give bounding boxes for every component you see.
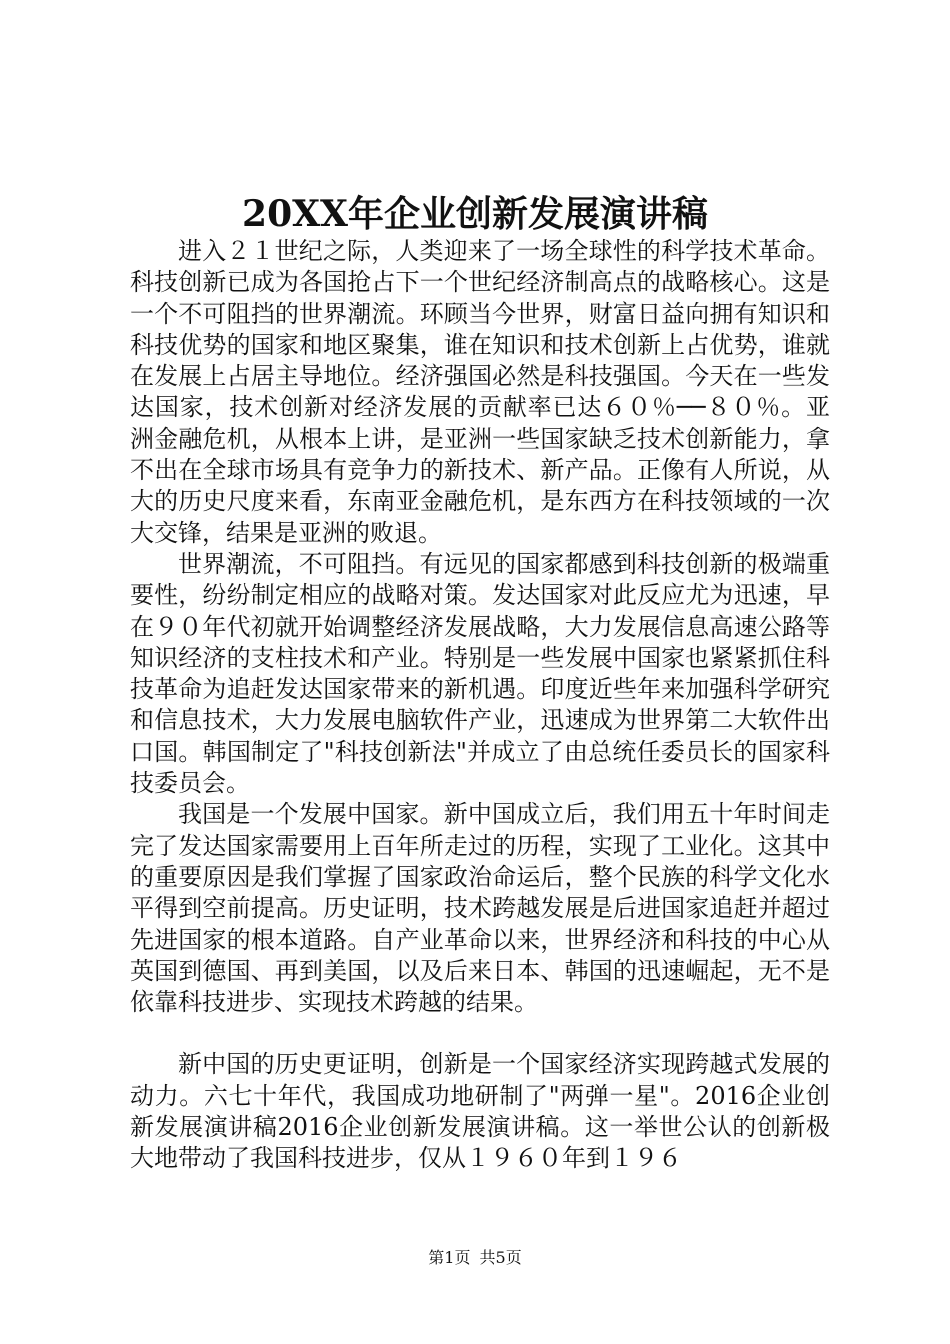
- document-title: 20XX年企业创新发展演讲稿: [242, 193, 708, 235]
- document-body: [130, 236, 830, 1175]
- paragraph-2: 世界潮流，不可阻挡。有远见的国家都感到科技创新的极端重要性，纷纷制定相应的战略对策。发达国家对此反应尤为迅速，早在９０年代初就开始调整经济发展战略，大力发展信息高速公路等知识经济的支柱技术和产业。特别是一些发展中国家也紧紧抓住科技革命为追赶发达国家带来的新机遇。印度近些年来加强科学研究和信息技术，大力发展电脑软件产业，迅速成为世界第二大软件出口国。韩国制定了"科技创新法"并成立了由总统任委员长的国家科技委员会。: [130, 549, 830, 798]
- page-number: 第1页: [428, 1248, 471, 1267]
- page-footer: [0, 1245, 950, 1268]
- paragraph-4: 新中国的历史更证明，创新是一个国家经济实现跨越式发展的动力。六七十年代，我国成功地研制了"两弹一星"。2016企业创新发展演讲稿2016企业创新发展演讲稿。这一举世公认的创新极大地带动了我国科技进步，仅从１９６０年到１９６: [130, 1050, 830, 1173]
- paragraph-3: 我国是一个发展中国家。新中国成立后，我们用五十年时间走完了发达国家需要用上百年所走过的历程，实现了工业化。这其中的重要原因是我们掌握了国家政治命运后，整个民族的科学文化水平得到空前提高。历史证明，技术跨越发展是后进国家追赶并超过先进国家的根本道路。自产业革命以来，世界经济和科技的中心从英国到德国、再到美国，以及后来日本、韩国的迅速崛起，无不是依靠科技进步、实现技术跨越的结果。: [130, 800, 830, 1017]
- page-total: 共5页: [479, 1248, 522, 1267]
- paragraph-1: 进入２１世纪之际，人类迎来了一场全球性的科学技术革命。科技创新已成为各国抢占下一个世纪经济制高点的战略核心。这是一个不可阻挡的世界潮流。环顾当今世界，财富日益向拥有知识和科技优势的国家和地区聚集，谁在知识和技术创新上占优势，谁就在发展上占居主导地位。经济强国必然是科技强国。今天在一些发达国家，技术创新对经济发展的贡献率已达６０％──８０％。亚洲金融危机，从根本上讲，是亚洲一些国家缺乏技术创新能力，拿不出在全球市场具有竞争力的新技术、新产品。正像有人所说，从大的历史尺度来看，东南亚金融危机，是东西方在科技领域的一次大交锋，结果是亚洲的败退。: [130, 237, 830, 547]
